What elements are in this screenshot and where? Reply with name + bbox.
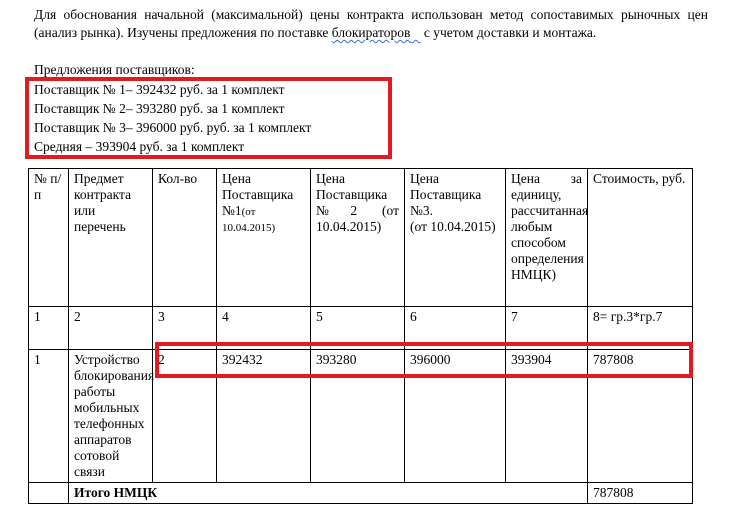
offers-list bbox=[34, 80, 311, 156]
header-supplier-2: Цена Поставщика №2 (от 10.04.2015) bbox=[311, 169, 405, 307]
header-num: № п/п bbox=[29, 169, 69, 307]
item-price-3: 396000 bbox=[405, 350, 506, 483]
offer-line-3: Поставщик № 3– 396000 руб. руб. за 1 комплект bbox=[34, 120, 312, 135]
table-row-total bbox=[29, 483, 693, 504]
column-number: 3 bbox=[153, 307, 217, 350]
item-num: 1 bbox=[29, 350, 69, 483]
table-header-row bbox=[29, 169, 693, 307]
item-unit-price: 393904 bbox=[506, 350, 588, 483]
item-price-1: 392432 bbox=[217, 350, 311, 483]
header-supplier-3: Цена Поставщика №3. (от 10.04.2015) bbox=[405, 169, 506, 307]
header-supplier-1: Цена Поставщика №1(от 10.04.2015) bbox=[217, 169, 311, 307]
item-total: 787808 bbox=[588, 350, 693, 483]
total-value: 787808 bbox=[588, 483, 693, 504]
total-label: Итого НМЦК bbox=[69, 483, 588, 504]
header-subject: Предмет контракта или перечень bbox=[69, 169, 153, 307]
header-cost: Стоимость, руб. bbox=[588, 169, 693, 307]
column-number: 5 bbox=[311, 307, 405, 350]
offers-heading: Предложения поставщиков: bbox=[34, 62, 195, 77]
offer-average: Средняя – 393904 руб. за 1 комплект bbox=[34, 139, 245, 154]
spell-check-word: блокираторов bbox=[331, 25, 411, 40]
nmck-table bbox=[28, 168, 693, 504]
header-unit-price: Цена за единицу, рассчитанная любым способом определения НМЦК) bbox=[506, 169, 588, 307]
intro-paragraph bbox=[34, 6, 708, 42]
table-row-item bbox=[29, 350, 693, 483]
offer-line-2: Поставщик № 2– 393280 руб. за 1 комплект bbox=[34, 101, 285, 116]
item-name: Устройство блокирования работы мобильных телефонных аппаратов сотовой связи bbox=[69, 350, 153, 483]
column-number: 2 bbox=[69, 307, 153, 350]
item-qty: 2 bbox=[153, 350, 217, 483]
intro-text-start: Для обоснования начальной (максимальной) цены контракта использован метод сопоставимых рыночных цен (анализ рынка). Изучены предложения по поставке bbox=[34, 7, 708, 40]
table-row-column-numbers bbox=[29, 307, 693, 350]
column-number: 1 bbox=[29, 307, 69, 350]
column-number: 6 bbox=[405, 307, 506, 350]
header-qty: Кол-во bbox=[153, 169, 217, 307]
offer-line-1: Поставщик № 1– 392432 руб. за 1 комплект bbox=[34, 82, 285, 97]
item-price-2: 393280 bbox=[311, 350, 405, 483]
column-number: 7 bbox=[506, 307, 588, 350]
column-number: 4 bbox=[217, 307, 311, 350]
intro-text-end: с учетом доставки и монтажа. bbox=[420, 25, 597, 40]
column-number: 8= гр.3*гр.7 bbox=[588, 307, 693, 350]
